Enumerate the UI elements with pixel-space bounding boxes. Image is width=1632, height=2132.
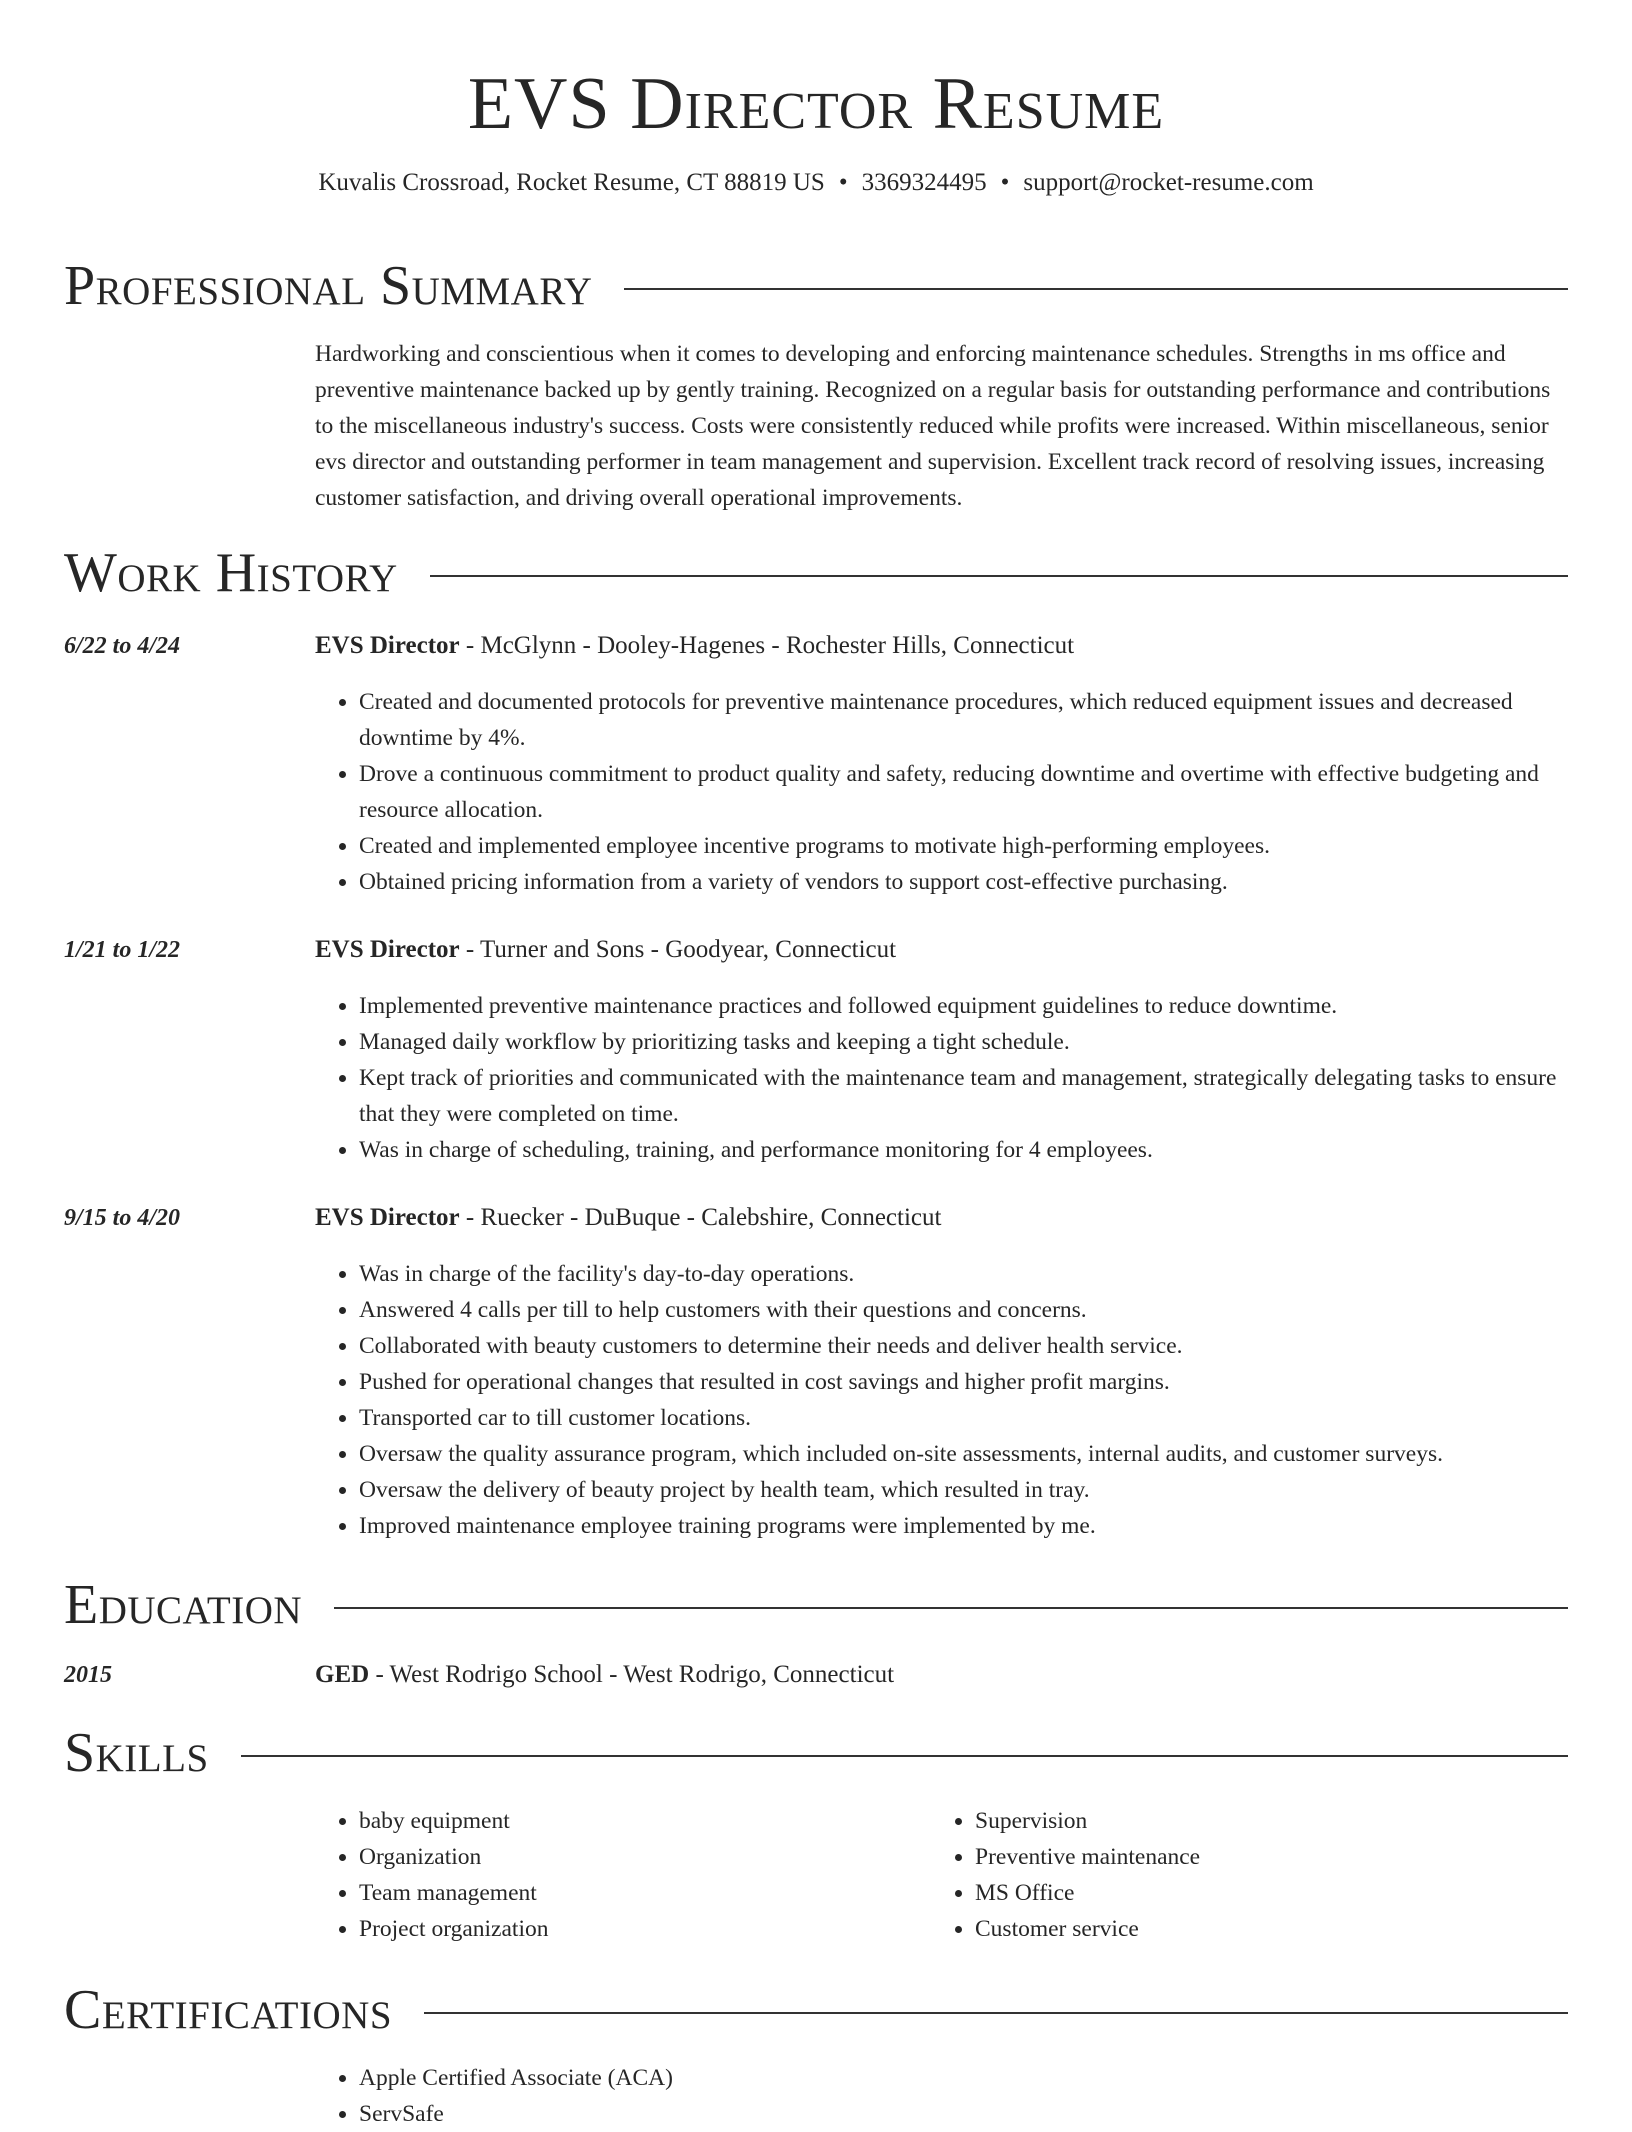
section-title-skills: Skills xyxy=(64,1722,209,1784)
list-item: • MS Office xyxy=(975,1875,1547,1911)
skills-column-right xyxy=(931,1803,1547,1947)
section-title-work-history: Work History xyxy=(64,542,398,604)
list-item: • Organization xyxy=(359,1839,931,1875)
section-title-certifications: Certifications xyxy=(64,1979,393,2041)
list-item: • Drove a continuous commitment to product quality and safety, reducing downtime and overtime with effective budgeting and resource allocation. xyxy=(359,756,1568,828)
list-item: • Customer service xyxy=(975,1911,1547,1947)
job-heading xyxy=(315,630,1074,662)
skills-list xyxy=(315,1803,1568,1947)
certifications-list xyxy=(315,2060,1568,2132)
list-item: • Implemented preventive maintenance practices and followed equipment guidelines to reduce downtime. xyxy=(359,988,1568,1024)
job-bullets xyxy=(315,1256,1568,1544)
section-header-summary xyxy=(64,256,1568,316)
list-item: • Collaborated with beauty customers to determine their needs and deliver health service. xyxy=(359,1328,1568,1364)
job-date: 1/21 to 1/22 xyxy=(64,937,181,963)
list-item: • Improved maintenance employee training programs were implemented by me. xyxy=(359,1508,1568,1544)
contact-separator: • xyxy=(838,169,848,196)
list-item: • Pushed for operational changes that resulted in cost savings and higher profit margins. xyxy=(359,1364,1568,1400)
contact-separator: • xyxy=(1000,169,1010,196)
education-detail: - West Rodrigo School - West Rodrigo, Connecticut xyxy=(369,1661,895,1688)
job-title: EVS Director xyxy=(315,632,460,659)
contact-phone: 3369324495 xyxy=(861,169,987,196)
job-detail: - Turner and Sons - Goodyear, Connecticut xyxy=(459,936,897,963)
list-item: • Project organization xyxy=(359,1911,931,1947)
job-date: 6/22 to 4/24 xyxy=(64,633,181,659)
contact-line xyxy=(64,168,1568,198)
list-item: • Oversaw the quality assurance program, which included on-site assessments, internal audits, and customer surveys. xyxy=(359,1436,1568,1472)
job-title: EVS Director xyxy=(315,936,460,963)
section-divider xyxy=(424,2012,1568,2014)
list-item: • baby equipment xyxy=(359,1803,931,1839)
section-title-education: Education xyxy=(64,1574,303,1636)
education-heading xyxy=(315,1659,894,1691)
list-item: • Kept track of priorities and communicated with the maintenance team and management, strategically delegating tasks to ensure that they were completed on time. xyxy=(359,1060,1568,1132)
section-header-skills xyxy=(64,1723,1568,1783)
list-item: • Managed daily workflow by prioritizing tasks and keeping a tight schedule. xyxy=(359,1024,1568,1060)
job-date: 9/15 to 4/20 xyxy=(64,1205,181,1231)
list-item: • Preventive maintenance xyxy=(975,1839,1547,1875)
job-bullets xyxy=(315,988,1568,1168)
list-item: • Was in charge of the facility's day-to-day operations. xyxy=(359,1256,1568,1292)
job-detail: - McGlynn - Dooley-Hagenes - Rochester Hills, Connecticut xyxy=(459,632,1075,659)
section-divider xyxy=(624,288,1568,290)
list-item: • Answered 4 calls per till to help customers with their questions and concerns. xyxy=(359,1292,1568,1328)
list-item: • Created and documented protocols for preventive maintenance procedures, which reduced equipment issues and decreased downtime by 4%. xyxy=(359,684,1568,756)
summary-text: Hardworking and conscientious when it comes to developing and enforcing maintenance schedules. Strengths in ms office and preventive maintenance backed up by gently training. Recognized on a regular basis for outstanding performance and contributions to the miscellaneous industry's success. Costs were consistently reduced while profits were increased. Within miscellaneous, senior evs director and outstanding performer in team management and supervision. Excellent track record of resolving issues, increasing customer satisfaction, and driving overall operational improvements. xyxy=(315,341,1551,511)
education-date: 2015 xyxy=(64,1662,112,1688)
section-divider xyxy=(241,1755,1568,1757)
list-item: • Transported car to till customer locations. xyxy=(359,1400,1568,1436)
job-heading xyxy=(315,934,896,966)
list-item: • Team management xyxy=(359,1875,931,1911)
list-item: • Apple Certified Associate (ACA) xyxy=(359,2060,1568,2096)
section-divider xyxy=(430,575,1568,577)
section-header-work-history xyxy=(64,543,1568,603)
resume-page xyxy=(64,0,1568,2127)
list-item: • ServSafe xyxy=(359,2096,1568,2132)
section-divider xyxy=(334,1607,1568,1609)
resume-title: EVS Director Resume xyxy=(467,63,1165,145)
list-item: • Obtained pricing information from a variety of vendors to support cost-effective purchasing. xyxy=(359,864,1568,900)
contact-address: Kuvalis Crossroad, Rocket Resume, CT 88819 US xyxy=(318,169,825,196)
section-header-certifications xyxy=(64,1980,1568,2040)
list-item: • Supervision xyxy=(975,1803,1547,1839)
job-bullets xyxy=(315,684,1568,900)
education-degree: GED xyxy=(315,1661,370,1688)
skills-column-left xyxy=(315,1803,931,1947)
section-header-education xyxy=(64,1575,1568,1635)
list-item: • Was in charge of scheduling, training, and performance monitoring for 4 employees. xyxy=(359,1132,1568,1168)
job-heading xyxy=(315,1202,941,1234)
job-title: EVS Director xyxy=(315,1204,460,1231)
list-item: • Created and implemented employee incentive programs to motivate high-performing employees. xyxy=(359,828,1568,864)
list-item: • Oversaw the delivery of beauty project by health team, which resulted in tray. xyxy=(359,1472,1568,1508)
job-detail: - Ruecker - DuBuque - Calebshire, Connecticut xyxy=(459,1204,942,1231)
contact-email: support@rocket-resume.com xyxy=(1023,169,1314,196)
section-title-summary: Professional Summary xyxy=(64,255,593,317)
